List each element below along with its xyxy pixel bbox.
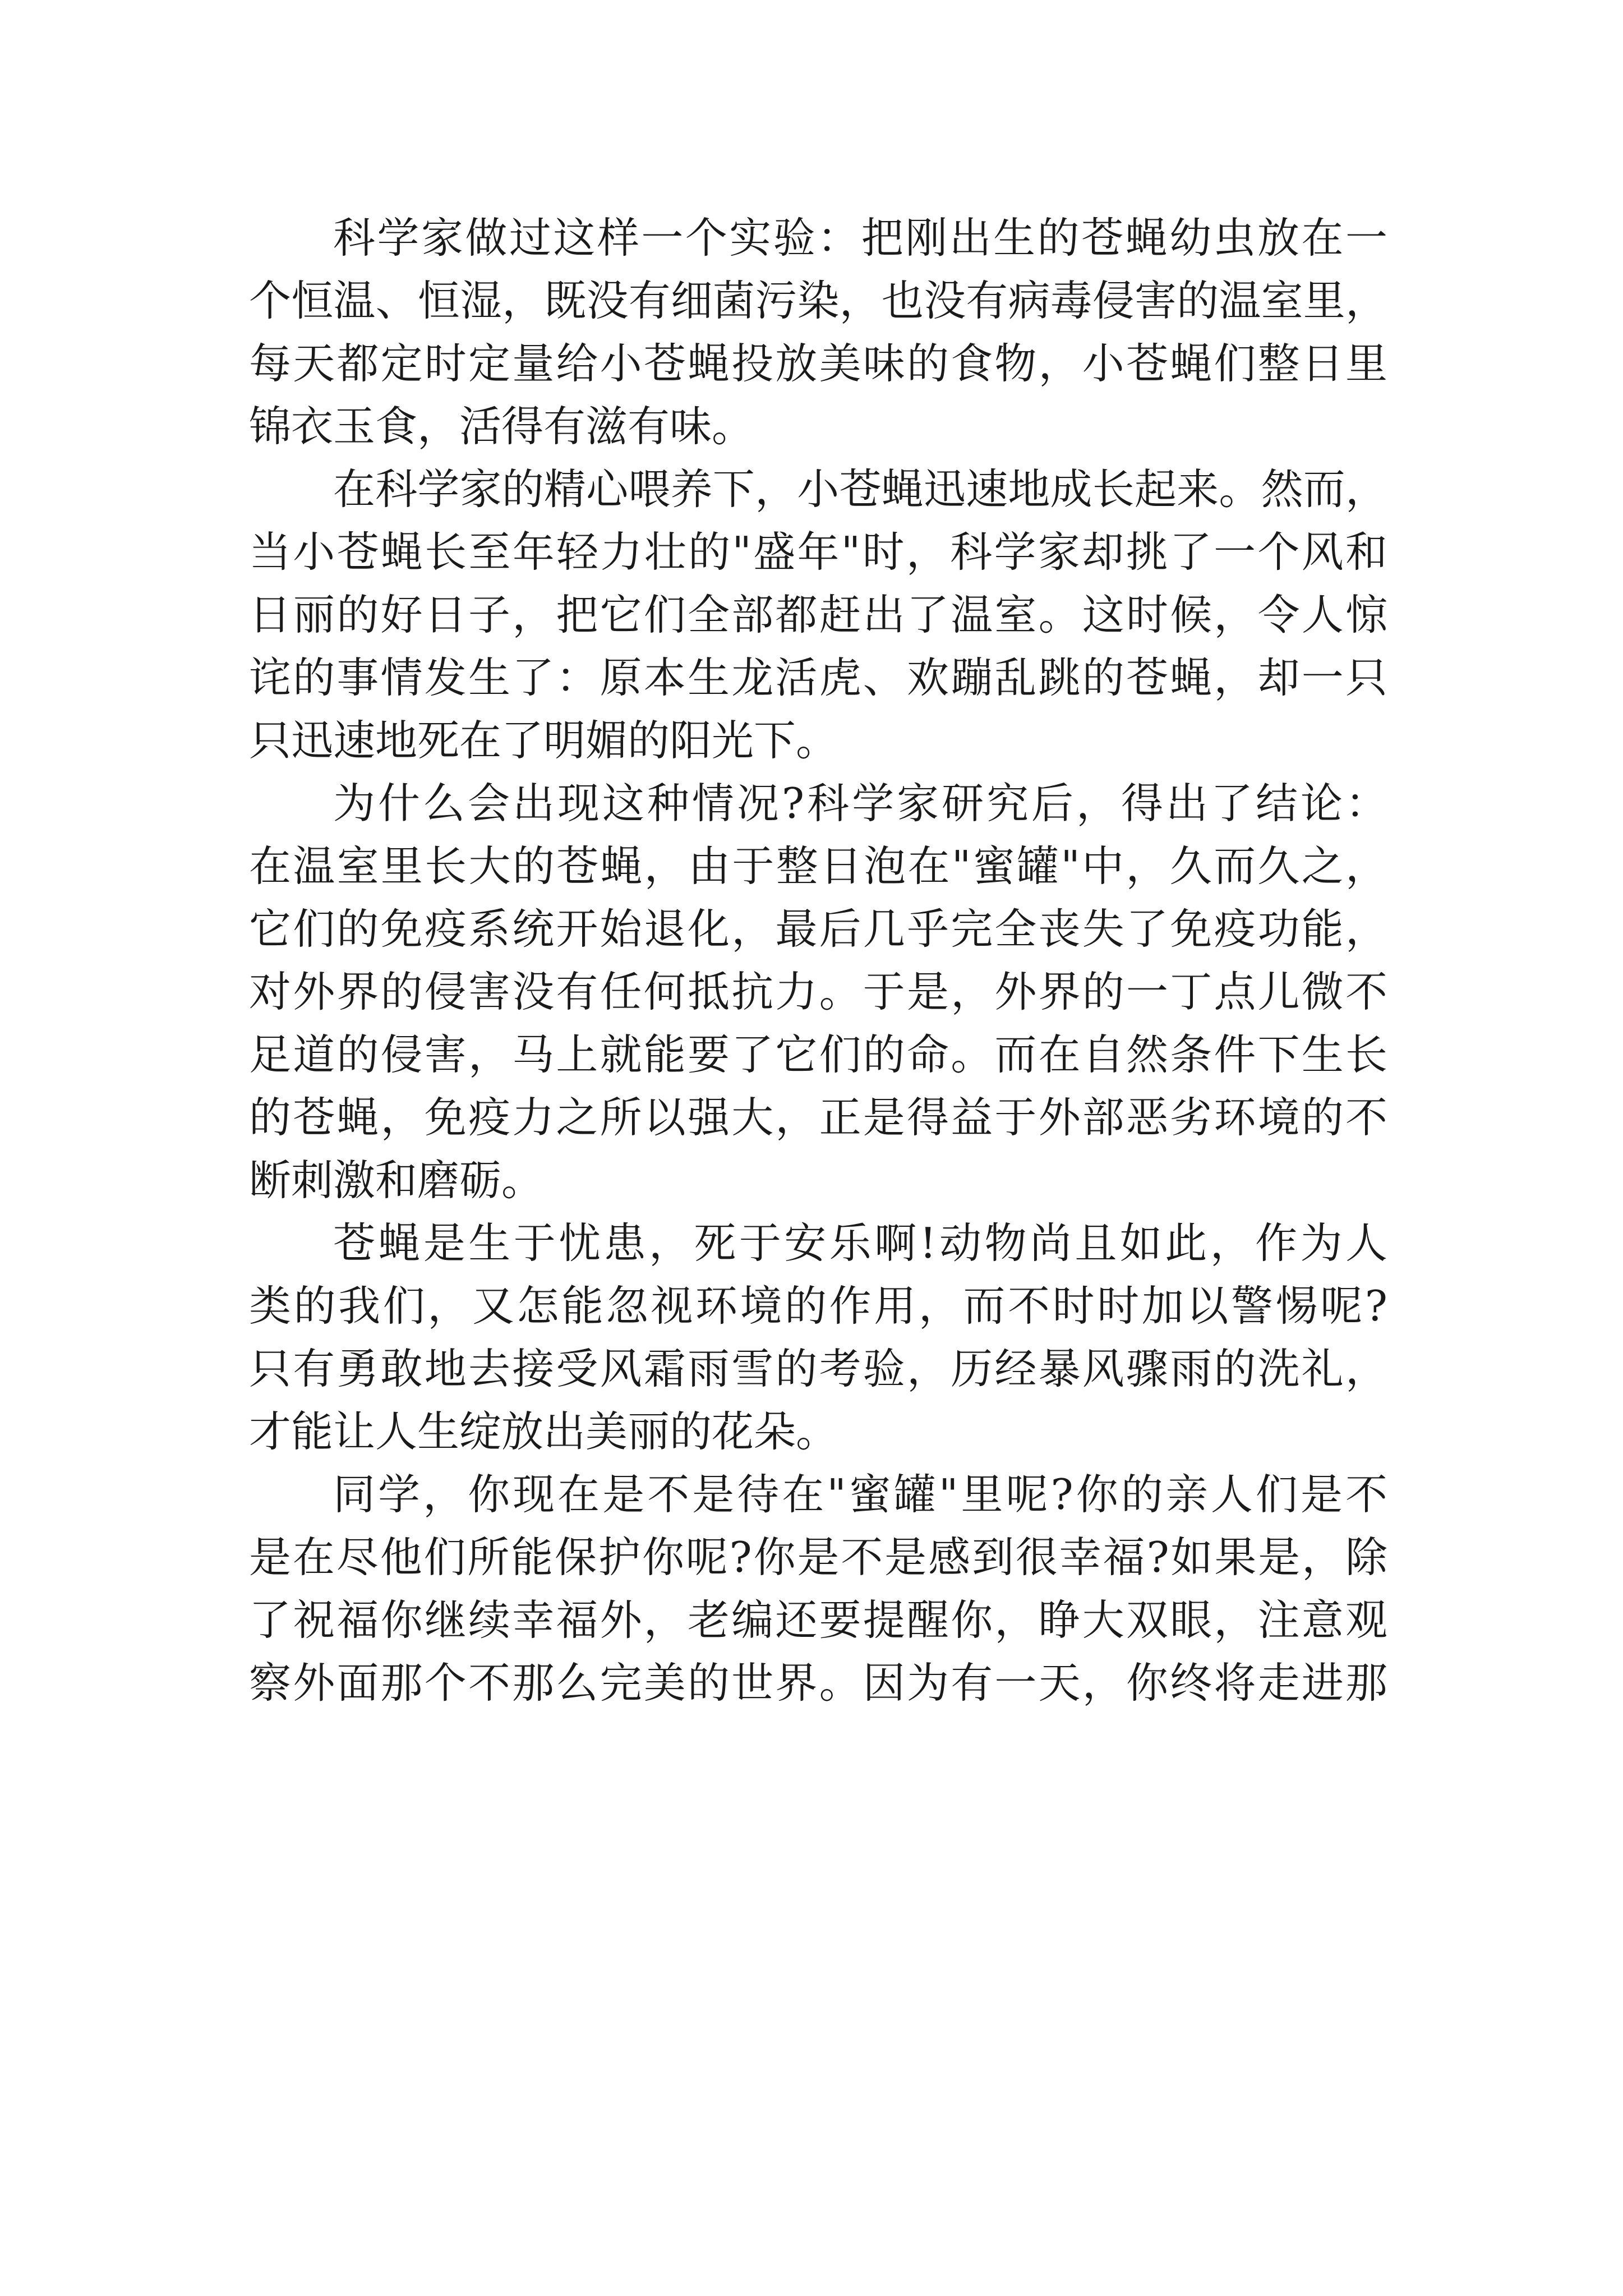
text-line: 足道的侵害，马上就能要了它们的命。而在自然条件下生长 — [249, 1030, 1387, 1079]
paragraph — [249, 206, 1387, 458]
text-line: 为什么会出现这种情况?科学家研究后，得出了结论： — [333, 779, 1387, 828]
text-line: 才能让人生绽放出美丽的花朵。 — [249, 1407, 838, 1456]
article-body — [249, 206, 1387, 1714]
paragraph — [249, 1212, 1387, 1463]
text-line: 锦衣玉食，活得有滋有味。 — [249, 402, 754, 451]
text-line: 在温室里长大的苍蝇，由于整日泡在"蜜罐"中，久而久之， — [249, 841, 1387, 891]
text-line: 当小苍蝇长至年轻力壮的"盛年"时，科学家却挑了一个风和 — [249, 527, 1387, 577]
text-line: 是在尽他们所能保护你呢?你是不是感到很幸福?如果是，除 — [249, 1533, 1387, 1582]
text-line: 察外面那个不那么完美的世界。因为有一天，你终将走进那 — [249, 1658, 1387, 1708]
text-line: 的苍蝇，免疫力之所以强大，正是得益于外部恶劣环境的不 — [249, 1093, 1387, 1142]
paragraph — [249, 772, 1387, 1212]
text-line: 科学家做过这样一个实验：把刚出生的苍蝇幼虫放在一 — [333, 213, 1387, 263]
text-line: 同学，你现在是不是待在"蜜罐"里呢?你的亲人们是不 — [333, 1470, 1387, 1519]
text-line: 苍蝇是生于忧患，死于安乐啊!动物尚且如此，作为人 — [333, 1218, 1387, 1268]
text-line: 了祝福你继续幸福外，老编还要提醒你，睁大双眼，注意观 — [249, 1595, 1387, 1645]
text-line: 每天都定时定量给小苍蝇投放美味的食物，小苍蝇们整日里 — [249, 339, 1387, 388]
text-line: 诧的事情发生了：原本生龙活虎、欢蹦乱跳的苍蝇，却一只 — [249, 653, 1387, 702]
paragraph — [249, 458, 1387, 772]
text-line: 只迅速地死在了明媚的阳光下。 — [249, 716, 838, 765]
text-line: 断刺激和磨砺。 — [249, 1156, 544, 1205]
text-line: 它们的免疫系统开始退化，最后几乎完全丧失了免疫功能， — [249, 904, 1387, 954]
text-line: 日丽的好日子，把它们全部都赶出了温室。这时候，令人惊 — [249, 590, 1387, 639]
text-line: 对外界的侵害没有任何抵抗力。于是，外界的一丁点儿微不 — [249, 967, 1387, 1016]
text-line: 只有勇敢地去接受风霜雨雪的考验，历经暴风骤雨的洗礼， — [249, 1344, 1387, 1393]
text-line: 个恒温、恒湿，既没有细菌污染，也没有病毒侵害的温室里， — [249, 276, 1387, 325]
text-line: 类的我们，又怎能忽视环境的作用，而不时时加以警惕呢? — [249, 1281, 1387, 1331]
text-line: 在科学家的精心喂养下，小苍蝇迅速地成长起来。然而， — [333, 464, 1387, 514]
paragraph — [249, 1463, 1387, 1714]
